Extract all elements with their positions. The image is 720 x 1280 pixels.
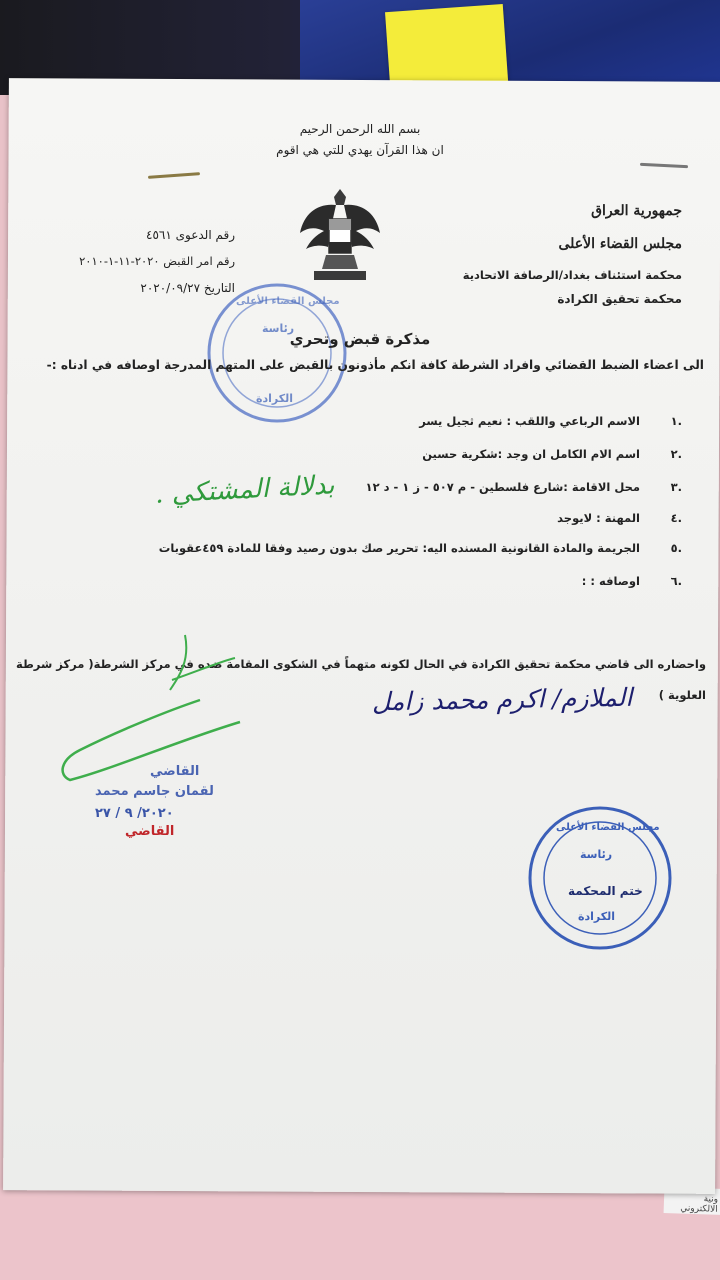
item-number: .٣ (670, 480, 682, 494)
intro-paragraph: الى اعضاء الضبط القضائي وافراد الشرطة كافة انكم مأذونون بالقبض على المتهم المدرجة اوصافه في ادناه :- (46, 358, 704, 372)
stamp2-line3: ختم المحكمة (568, 884, 643, 898)
country-heading: جمهورية العراق (591, 203, 682, 219)
item-number: .٥ (670, 541, 682, 555)
judge-date: ٢٠٢٠/ ٩ / ٢٧ (95, 806, 174, 821)
item-full-name: الاسم الرباعي واللقب : نعيم ثجيل يسر (419, 414, 640, 428)
eagle-emblem-icon (298, 183, 382, 291)
item-number: .٦ (670, 574, 682, 588)
investigation-court-heading: محكمة تحقيق الكرادة (557, 292, 682, 306)
item-number: .٢ (670, 447, 682, 461)
stamp1-line2: رئاسة (262, 322, 295, 335)
judge-red-mark: القاضي (125, 824, 175, 839)
item-number: .١ (670, 414, 682, 428)
handwritten-green-note: بدلالة المشتكي . (154, 470, 336, 510)
court-heading: محكمة استئناف بغداد/الرصافة الاتحادية (462, 268, 682, 282)
item-profession: المهنة : لايوجد (557, 511, 640, 525)
case-number: رقم الدعوى ٤٥٦١ (146, 228, 235, 242)
stamp2-line4: الكرادة (578, 910, 616, 923)
document-title: مذكرة قبض وتحري (289, 330, 431, 348)
background-bottom (0, 1190, 720, 1280)
stamp1-line1: مجلس القضاء الأعلى (236, 296, 340, 307)
closing-paragraph-line2: العلوية ) (658, 688, 706, 702)
quran-verse: ان هذا القرآن يهدي للتي هي اقوم (276, 143, 444, 157)
handwritten-officer-name: الملازم/ اكرم محمد زامل (371, 682, 633, 717)
council-heading: مجلس القضاء الأعلى (558, 236, 682, 252)
item-number: .٤ (670, 511, 682, 525)
judge-name: لقمان جاسم محمد (95, 784, 214, 799)
item-description: اوصافه : : (581, 574, 640, 588)
background-blue-cloth (300, 0, 720, 85)
judge-title: القاضي (150, 764, 200, 779)
stamp1-line3: الكرادة (256, 392, 294, 405)
item-mother-name: اسم الام الكامل ان وجد :شكرية حسين (422, 447, 640, 461)
stamp2-line2: رئاسة (580, 848, 613, 861)
bismillah: بسم الله الرحمن الرحيم (299, 122, 421, 136)
arrest-order-number: رقم امر القبض ٢٠٢٠-١١-١-٢٠١٠ (79, 254, 235, 268)
bottom-paper-tag: ونية الالكتروني (664, 1187, 720, 1215)
item-crime-article: الجريمة والمادة القانونية المسنده اليه: تحرير صك بدون رصيد وفقا للمادة ٤٥٩عقوبات (158, 541, 640, 555)
document-date: التاريخ ٢٠٢٠/٠٩/٢٧ (140, 281, 235, 295)
stamp2-line1: مجلس القضاء الأعلى (556, 822, 660, 833)
closing-paragraph-line1: واحضاره الى قاضي محكمة تحقيق الكرادة في الحال لكونه متهماً في الشكوى المقامة ضده في مركز الشرطة( مركز شرطة (15, 657, 706, 671)
item-residence: محل الاقامة :شارع فلسطين - م ٥٠٧ - ز ١ - د ١٢ (365, 480, 640, 494)
